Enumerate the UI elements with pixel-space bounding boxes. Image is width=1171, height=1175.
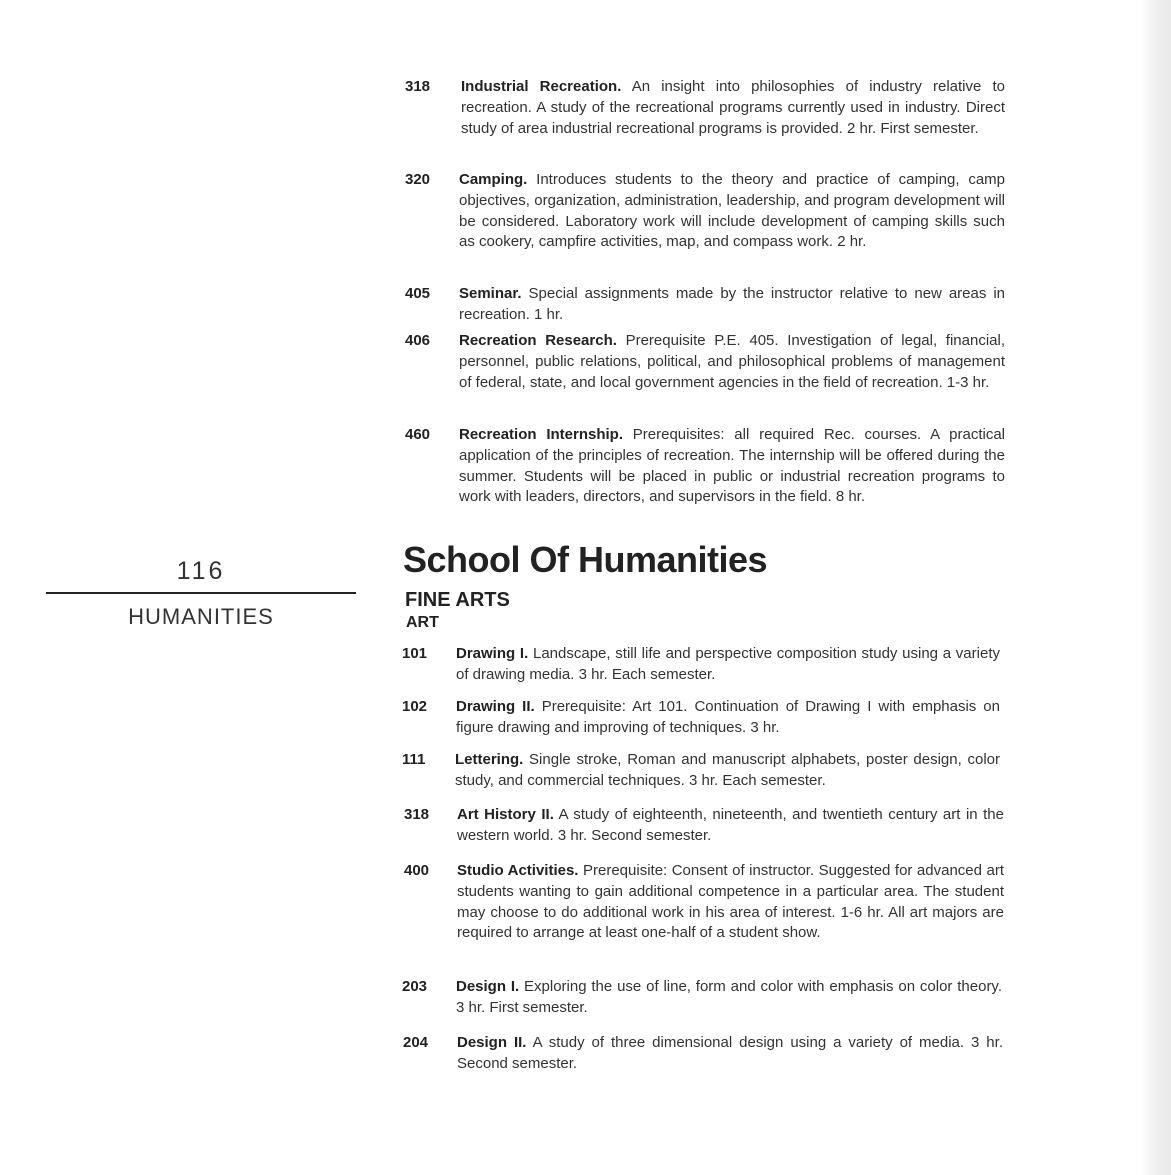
course-title: Lettering. xyxy=(455,751,524,768)
course-number: 460 xyxy=(405,426,431,443)
course-title: Seminar. xyxy=(459,285,522,302)
course-text: An insight into philosophies of industry relative to recreation. A study of the recreational programs currently used in industry. Direct study of area industrial recreational programs is provided. 2 hr. First semester. xyxy=(461,78,1005,137)
course-text: Exploring the use of line, form and color with emphasis on color theory. 3 hr. First semester. xyxy=(456,978,1002,1016)
course-description xyxy=(459,170,1005,253)
course-text: Prerequisite P.E. 405. Investigation of legal, financial, personnel, public relations, political, and philosophical problems of management of federal, state, and local government agencies in the field of recreation. 1-3 hr. xyxy=(459,332,1006,391)
course-title: Drawing I. xyxy=(456,645,529,662)
department-heading: FINE ARTS xyxy=(405,589,510,611)
course-number: 400 xyxy=(404,862,430,879)
school-heading: School Of Humanities xyxy=(403,539,768,580)
course-text: Prerequisite: Consent of instructor. Suggested for advanced art students wanting to gain additional competence in a particular area. The student may choose to do additional work in his area of interest. 1-6 hr. All art majors are required to arrange at least one-half of a student show. xyxy=(457,862,1004,942)
course-title: Design I. xyxy=(456,978,520,995)
course-description xyxy=(459,284,1005,326)
page-edge-shadow xyxy=(1141,0,1171,1175)
course-title: Industrial Recreation. xyxy=(461,78,622,95)
course-text: Landscape, still life and perspective composition study using a variety of drawing media. 3 hr. Each semester. xyxy=(456,645,1000,683)
course-text: Single stroke, Roman and manuscript alphabets, poster design, color study, and commercial techniques. 3 hr. Each semester. xyxy=(455,751,1000,789)
course-title: Camping. xyxy=(459,171,528,188)
course-description xyxy=(455,750,1000,792)
course-number: 111 xyxy=(402,751,426,768)
course-text: Special assignments made by the instructor relative to new areas in recreation. 1 hr. xyxy=(459,285,1005,323)
course-title: Design II. xyxy=(457,1034,527,1051)
course-description xyxy=(461,77,1005,139)
course-text: Prerequisite: Art 101. Continuation of Drawing I with emphasis on figure drawing and improving of techniques. 3 hr. xyxy=(456,698,1000,736)
course-description xyxy=(456,644,1000,686)
course-title: Art History II. xyxy=(457,806,554,823)
course-number: 318 xyxy=(404,806,430,823)
course-description xyxy=(456,977,1002,1019)
page-number: 116 xyxy=(176,557,226,585)
course-title: Recreation Internship. xyxy=(459,426,623,443)
course-description xyxy=(457,805,1004,847)
course-text: Introduces students to the theory and practice of camping, camp objectives, organization, administration, leadership, and program development will be considered. Laboratory work will include development of camping skills such as cookery, campfire activities, map, and compass work. 2 hr. xyxy=(459,171,1005,251)
subject-heading: ART xyxy=(406,614,439,631)
course-text: A study of eighteenth, nineteenth, and twentieth century art in the western world. 3 hr. Second semester. xyxy=(457,806,1004,844)
course-number: 101 xyxy=(402,645,428,662)
course-text: A study of three dimensional design using a variety of media. 3 hr. Second semester. xyxy=(457,1034,1003,1072)
course-title: Studio Activities. xyxy=(457,862,579,879)
course-description xyxy=(456,697,1000,739)
course-description xyxy=(457,861,1004,944)
course-number: 406 xyxy=(405,332,431,349)
course-title: Recreation Research. xyxy=(459,332,617,349)
course-number: 320 xyxy=(405,171,431,188)
course-number: 405 xyxy=(405,285,431,302)
section-label: HUMANITIES xyxy=(128,604,274,629)
course-description xyxy=(457,1033,1003,1075)
sidebar-rule xyxy=(46,592,356,594)
course-number: 102 xyxy=(402,698,428,715)
page-sidebar xyxy=(46,556,356,630)
course-description xyxy=(459,425,1005,508)
course-description xyxy=(459,331,1005,393)
course-text: Prerequisites: all required Rec. courses. A practical application of the principles of recreation. The internship will be offered during the summer. Students will be placed in public or industrial recreation programs to work with leaders, directors, and supervisors in the field. 8 hr. xyxy=(459,426,1006,506)
course-number: 204 xyxy=(403,1034,429,1051)
course-number: 318 xyxy=(405,78,431,95)
course-title: Drawing II. xyxy=(456,698,535,715)
course-number: 203 xyxy=(402,978,428,995)
